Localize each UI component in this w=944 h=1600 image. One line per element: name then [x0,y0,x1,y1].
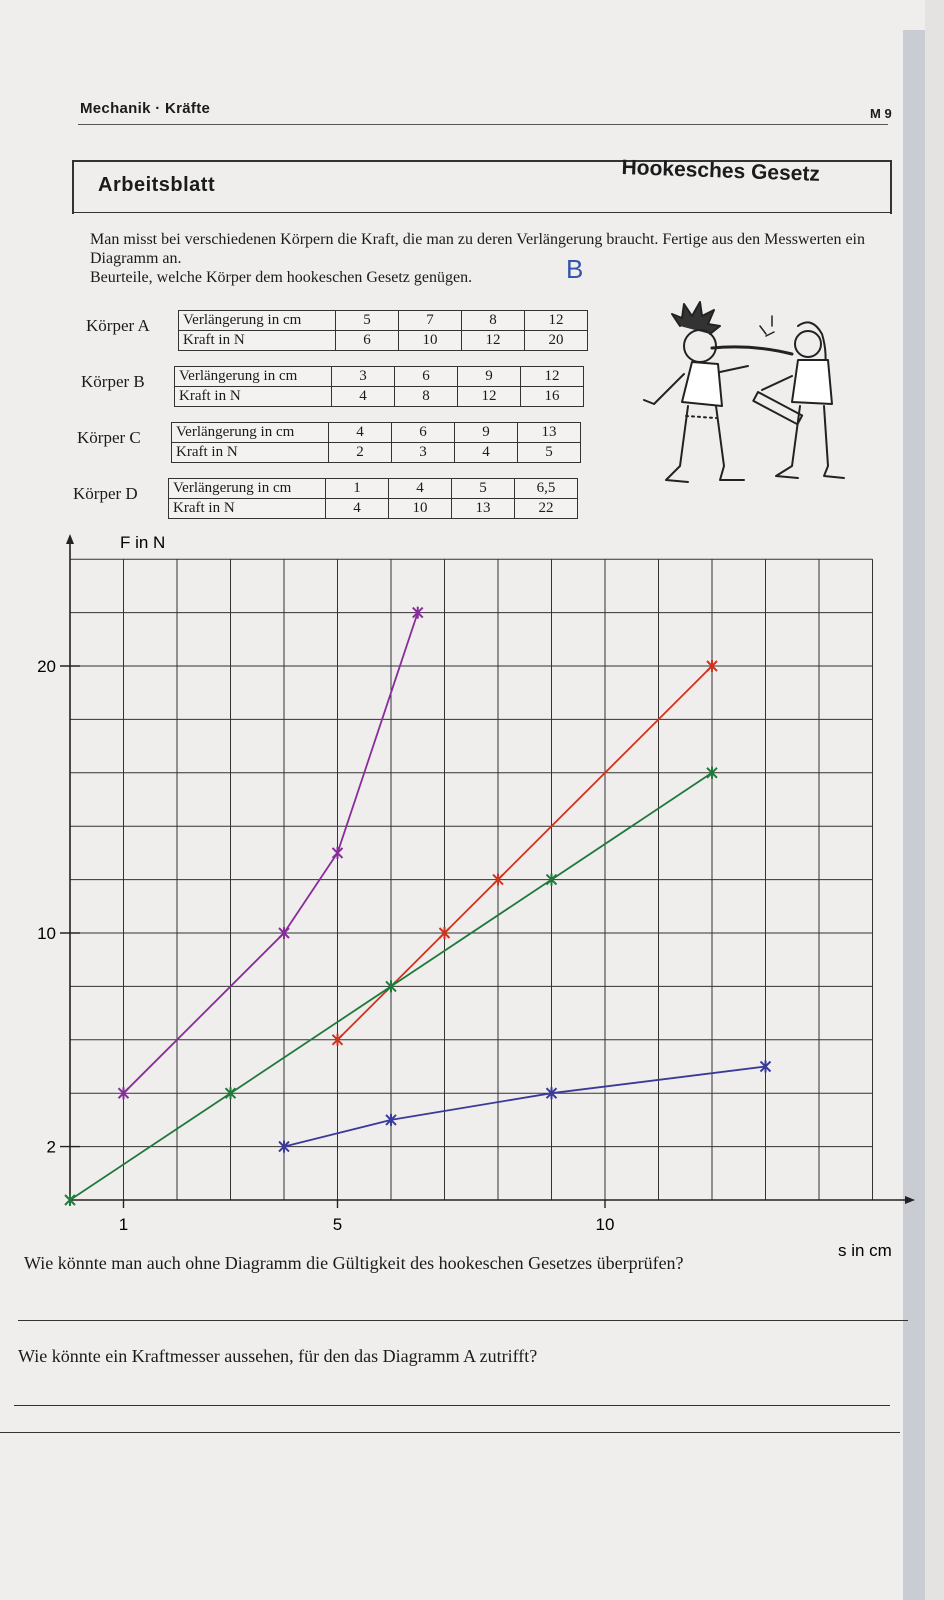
table-cell: 10 [389,499,452,519]
header-topic: Mechanik · Kräfte [80,100,211,117]
question-2: Wie könnte ein Kraftmesser aussehen, für den das Diagramm A zutrifft? [18,1346,538,1366]
table-cell: 12 [521,367,584,387]
chart-series [65,607,771,1206]
data-point [333,847,343,859]
table-koerper-d [168,478,578,519]
table-cell: 6 [395,367,458,387]
series-line-1 [124,613,418,1094]
label-koerper-d: Körper D [73,484,138,503]
table-row-header: Verlängerung in cm [169,479,326,499]
answer-line-3 [0,1432,900,1433]
y-axis-arrow [66,534,74,544]
table-cell: 12 [462,331,525,351]
header-rule [78,124,888,125]
table-row-header: Kraft in N [175,387,332,407]
task-text [90,230,890,287]
label-koerper-c: Körper C [77,428,141,447]
table-cell: 4 [389,479,452,499]
x-tick-label: 1 [118,1215,129,1234]
sheet-title: Hookesches Gesetz [621,156,821,186]
y-tick-label: 10 [37,924,56,943]
table-cell: 12 [458,387,521,407]
question-1: Wie könnte man auch ohne Diagramm die Gültigkeit des hookeschen Gesetzes überprüfen? [24,1253,684,1273]
x-tick-label: 10 [595,1215,615,1234]
sheet-type: Arbeitsblatt [98,174,216,196]
x-axis-arrow [905,1196,915,1204]
table-cell: 13 [452,499,515,519]
table-cell: 5 [518,443,581,463]
handwritten-answer: B [566,254,584,284]
table-cell: 8 [395,387,458,407]
table-cell: 2 [329,443,392,463]
table-cell: 4 [332,387,395,407]
header-code: M 9 [870,106,892,121]
table-cell: 9 [455,423,518,443]
force-extension-chart [0,530,925,1270]
table-cell: 6,5 [515,479,578,499]
table-row-header: Verlängerung in cm [175,367,332,387]
series-line-4 [284,1067,766,1147]
table-cell: 4 [329,423,392,443]
task-line-2: Beurteile, welche Körper dem hookeschen Gesetz genügen. [90,269,473,286]
title-box-rule [72,212,892,213]
table-cell: 9 [458,367,521,387]
table-cell: 12 [525,311,588,331]
chart-grid [70,559,873,1200]
table-cell: 7 [399,311,462,331]
table-cell: 13 [518,423,581,443]
table-row-header: Verlängerung in cm [179,311,336,331]
x-tick-label: 5 [332,1215,343,1234]
table-cell: 5 [452,479,515,499]
table-cell: 16 [521,387,584,407]
table-koerper-c [171,422,581,463]
table-koerper-b [174,366,584,407]
x-axis-label: s in cm [838,1241,892,1260]
table-row-header: Kraft in N [169,499,326,519]
task-line-1: Man misst bei verschiedenen Körpern die Kraft, die man zu deren Verlängerung braucht. Fertige aus den Messwerten ein Diagramm an. [90,231,865,267]
answer-line-1 [18,1320,908,1321]
table-row-header: Kraft in N [179,331,336,351]
table-row-header: Kraft in N [172,443,329,463]
table-cell: 6 [336,331,399,351]
label-koerper-a: Körper A [86,316,150,335]
y-axis-label: F in N [120,533,166,552]
table-cell: 1 [326,479,389,499]
y-tick-label: 2 [46,1137,56,1157]
table-cell: 4 [455,443,518,463]
table-cell: 6 [392,423,455,443]
table-cell: 5 [336,311,399,331]
point-marker [333,847,343,859]
answer-line-2 [14,1405,890,1406]
table-cell: 20 [525,331,588,351]
table-row-header: Verlängerung in cm [172,423,329,443]
table-cell: 3 [332,367,395,387]
y-tick-label: 20 [37,657,56,676]
table-cell: 4 [326,499,389,519]
cartoon-illustration [640,296,860,516]
table-cell: 8 [462,311,525,331]
table-cell: 22 [515,499,578,519]
label-koerper-b: Körper B [81,372,145,391]
table-cell: 10 [399,331,462,351]
table-koerper-a [178,310,588,351]
table-cell: 3 [392,443,455,463]
